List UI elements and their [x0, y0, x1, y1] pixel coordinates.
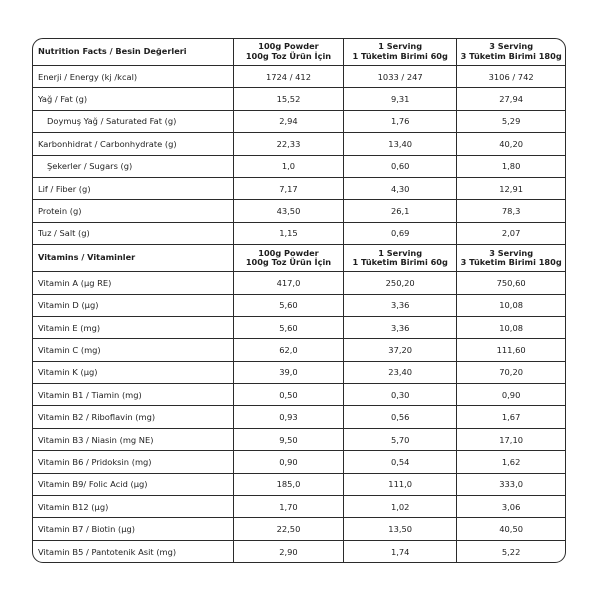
- row-label: Vitamin B7 / Biotin (µg): [33, 518, 233, 540]
- value-1-serving: 13,40: [344, 133, 457, 155]
- table-row: [33, 518, 565, 540]
- value-1-serving: 23,40: [344, 361, 457, 383]
- column-header-1-serving-line2: 1 Tüketim Birimi 60g: [352, 257, 448, 268]
- nutrition-title: Nutrition Facts / Besin Değerleri: [33, 39, 233, 66]
- value-3-serving: 5,29: [457, 110, 565, 132]
- vitamins-title: Vitamins / Vitaminler: [33, 245, 233, 272]
- value-1-serving: 1033 / 247: [344, 66, 457, 88]
- row-label: Tuz / Salt (g): [33, 222, 233, 244]
- value-100g: 22,33: [233, 133, 343, 155]
- value-100g: 0,50: [233, 384, 343, 406]
- table-row: [33, 316, 565, 338]
- row-label: Vitamin A (µg RE): [33, 272, 233, 294]
- row-label: Doymuş Yağ / Saturated Fat (g): [33, 110, 233, 132]
- value-100g: 0,90: [233, 451, 343, 473]
- column-header-3-serving-line1: 3 Serving: [489, 247, 534, 258]
- column-header-1-serving: [344, 39, 457, 66]
- value-100g: 1,70: [233, 496, 343, 518]
- value-1-serving: 3,36: [344, 294, 457, 316]
- row-label: Vitamin B1 / Tiamin (mg): [33, 384, 233, 406]
- column-header-100g-line1: 100g Powder: [258, 247, 319, 258]
- value-1-serving: 0,30: [344, 384, 457, 406]
- value-1-serving: 0,60: [344, 155, 457, 177]
- value-3-serving: 40,20: [457, 133, 565, 155]
- value-100g: 1,0: [233, 155, 343, 177]
- value-100g: 1724 / 412: [233, 66, 343, 88]
- value-3-serving: 10,08: [457, 294, 565, 316]
- row-label: Vitamin B6 / Pridoksin (mg): [33, 451, 233, 473]
- table-row: [33, 451, 565, 473]
- column-header-100g-line2: 100g Toz Ürün İçin: [245, 51, 332, 61]
- row-label: Vitamin D (µg): [33, 294, 233, 316]
- row-label: Vitamin B12 (µg): [33, 496, 233, 518]
- value-3-serving: 17,10: [457, 428, 565, 450]
- value-3-serving: 2,07: [457, 222, 565, 244]
- table-row: [33, 294, 565, 316]
- value-1-serving: 1,02: [344, 496, 457, 518]
- value-1-serving: 1,76: [344, 110, 457, 132]
- value-3-serving: 10,08: [457, 316, 565, 338]
- table-row: [33, 496, 565, 518]
- value-100g: 22,50: [233, 518, 343, 540]
- table-row: [33, 155, 565, 177]
- row-label: Vitamin B3 / Niasin (mg NE): [33, 428, 233, 450]
- table-row: [33, 133, 565, 155]
- column-header-100g: [233, 39, 343, 66]
- value-100g: 2,94: [233, 110, 343, 132]
- value-100g: 185,0: [233, 473, 343, 495]
- value-1-serving: 4,30: [344, 177, 457, 199]
- table-row: [33, 473, 565, 495]
- value-1-serving: 9,31: [344, 88, 457, 110]
- table-row: [33, 361, 565, 383]
- value-3-serving: 111,60: [457, 339, 565, 361]
- row-label: Şekerler / Sugars (g): [33, 155, 233, 177]
- row-label: Vitamin B5 / Pantotenik Asit (mg): [33, 540, 233, 562]
- table-row: [33, 339, 565, 361]
- value-100g: 0,93: [233, 406, 343, 428]
- column-header-3-serving: [457, 245, 565, 272]
- table-row: [33, 88, 565, 110]
- column-header-1-serving-line1: 1 Serving: [378, 247, 423, 258]
- column-header-3-serving-line2: 3 Tüketim Birimi 180g: [460, 257, 562, 268]
- value-3-serving: 333,0: [457, 473, 565, 495]
- table-row: [33, 272, 565, 294]
- row-label: Vitamin C (mg): [33, 339, 233, 361]
- value-100g: 2,90: [233, 540, 343, 562]
- table-row: [33, 66, 565, 88]
- row-label: Protein (g): [33, 200, 233, 222]
- column-header-3-serving-line2: 3 Tüketim Birimi 180g: [460, 51, 562, 61]
- value-100g: 1,15: [233, 222, 343, 244]
- row-label: Karbonhidrat / Carbonhydrate (g): [33, 133, 233, 155]
- value-100g: 7,17: [233, 177, 343, 199]
- value-1-serving: 0,56: [344, 406, 457, 428]
- value-1-serving: 0,69: [344, 222, 457, 244]
- table-row: [33, 406, 565, 428]
- column-header-3-serving: [457, 39, 565, 66]
- value-3-serving: 5,22: [501, 546, 521, 557]
- column-header-1-serving-line1: 1 Serving: [378, 41, 423, 52]
- value-1-serving: 26,1: [344, 200, 457, 222]
- column-header-3-serving-line1: 3 Serving: [489, 41, 534, 52]
- value-100g: 39,0: [233, 361, 343, 383]
- row-label: Enerji / Energy (kj /kcal): [33, 66, 233, 88]
- column-header-100g-line2: 100g Toz Ürün İçin: [245, 257, 332, 268]
- value-1-serving: 3,36: [344, 316, 457, 338]
- value-100g: 62,0: [233, 339, 343, 361]
- value-3-serving: 3106 / 742: [457, 66, 565, 88]
- value-100g: 43,50: [233, 200, 343, 222]
- value-1-serving: 1,74: [344, 540, 457, 562]
- value-1-serving: 5,70: [344, 428, 457, 450]
- nutrition-table: [33, 39, 565, 562]
- value-100g: 9,50: [233, 428, 343, 450]
- value-3-serving: 750,60: [457, 272, 565, 294]
- value-1-serving: 0,54: [344, 451, 457, 473]
- row-label: Yağ / Fat (g): [33, 88, 233, 110]
- value-3-serving: 1,67: [457, 406, 565, 428]
- row-label: Vitamin K (µg): [33, 361, 233, 383]
- table-row: [33, 110, 565, 132]
- value-3-serving: 27,94: [457, 88, 565, 110]
- table-row: [33, 428, 565, 450]
- value-3-serving: 12,91: [457, 177, 565, 199]
- table-row: [33, 384, 565, 406]
- value-100g: 15,52: [233, 88, 343, 110]
- column-header-1-serving-line2: 1 Tüketim Birimi 60g: [352, 51, 448, 61]
- row-label: Vitamin E (mg): [33, 316, 233, 338]
- value-100g: 5,60: [233, 316, 343, 338]
- value-3-serving: 1,80: [457, 155, 565, 177]
- table-row: [33, 540, 565, 562]
- table-row: [33, 177, 565, 199]
- value-100g: 417,0: [233, 272, 343, 294]
- column-header-100g-line1: 100g Powder: [258, 41, 319, 52]
- value-1-serving: 13,50: [344, 518, 457, 540]
- value-3-serving: 70,20: [457, 361, 565, 383]
- nutrition-header-row: [33, 39, 565, 66]
- value-1-serving: 111,0: [344, 473, 457, 495]
- column-header-1-serving: [344, 245, 457, 272]
- column-header-100g: [233, 245, 343, 272]
- nutrition-facts-panel: [32, 38, 566, 563]
- row-label: Lif / Fiber (g): [33, 177, 233, 199]
- row-label: Vitamin B9/ Folic Acid (µg): [33, 473, 233, 495]
- value-3-serving: 40,50: [457, 518, 565, 540]
- value-3-serving: 1,62: [457, 451, 565, 473]
- row-label: Vitamin B2 / Riboflavin (mg): [33, 406, 233, 428]
- value-1-serving: 250,20: [344, 272, 457, 294]
- value-1-serving: 37,20: [344, 339, 457, 361]
- value-100g: 5,60: [233, 294, 343, 316]
- table-row: [33, 222, 565, 244]
- value-3-serving: 3,06: [457, 496, 565, 518]
- value-3-serving: 0,90: [457, 384, 565, 406]
- vitamins-header-row: [33, 245, 565, 272]
- value-3-serving: 78,3: [457, 200, 565, 222]
- table-row: [33, 200, 565, 222]
